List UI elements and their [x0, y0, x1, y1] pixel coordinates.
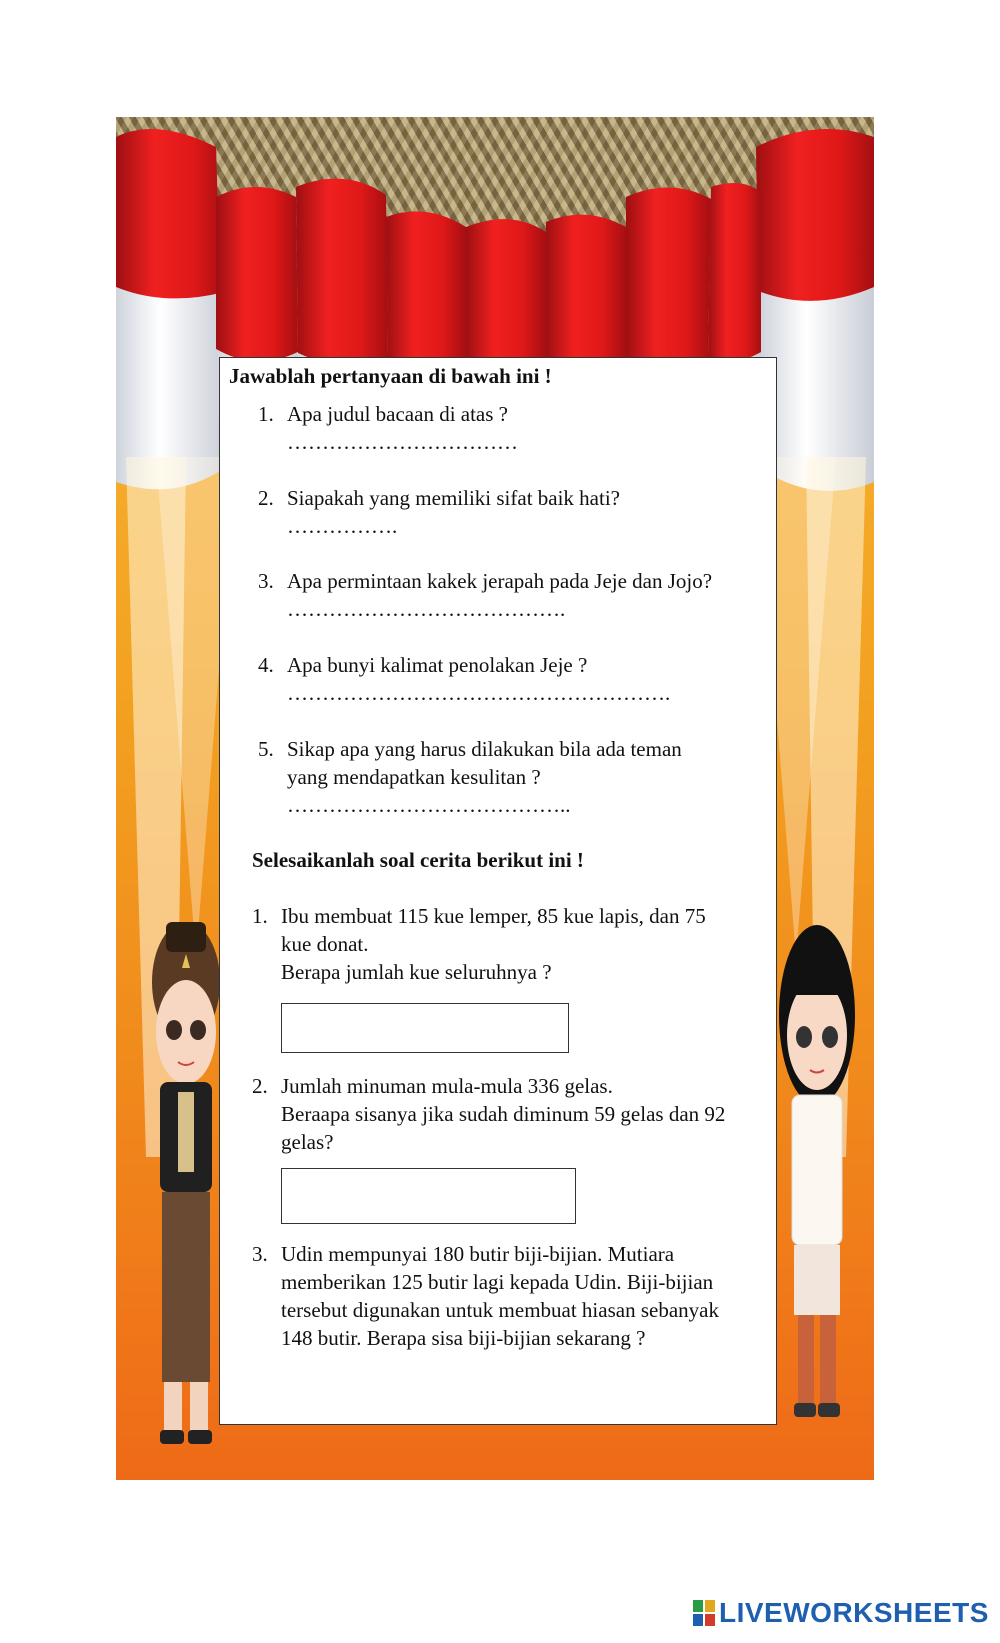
question-number: 1.: [258, 402, 274, 426]
answer-box[interactable]: [281, 1168, 576, 1224]
answer-line[interactable]: ……………………………………………….: [287, 681, 671, 705]
answer-line[interactable]: ……………………………: [287, 430, 518, 454]
problem-text: tersebut digunakan untuk membuat hiasan sebanyak: [281, 1298, 719, 1322]
question-text: Apa judul bacaan di atas ?: [287, 402, 508, 426]
section1-heading: Jawablah pertanyaan di bawah ini !: [229, 364, 552, 388]
problem-text: Udin mempunyai 180 butir biji-bijian. Mutiara: [281, 1242, 675, 1266]
boy-illustration: [148, 912, 224, 1462]
question-number: 4.: [258, 653, 274, 677]
brand-text: LIVEWORKSHEETS: [719, 1597, 989, 1628]
question-text: Sikap apa yang harus dilakukan bila ada teman: [287, 737, 682, 761]
answer-line[interactable]: ………………………………….: [287, 597, 566, 621]
question-number: 3.: [258, 569, 274, 593]
liveworksheets-logo: [693, 1596, 989, 1630]
problem-number: 1.: [252, 904, 268, 928]
girl-illustration: [776, 925, 858, 1445]
problem-number: 3.: [252, 1242, 268, 1266]
question-text: Siapakah yang memiliki sifat baik hati?: [287, 486, 620, 510]
answer-line[interactable]: …………………………………..: [287, 793, 571, 817]
problem-text: gelas?: [281, 1130, 334, 1154]
question-number: 5.: [258, 737, 274, 761]
problem-text: Ibu membuat 115 kue lemper, 85 kue lapis, dan 75: [281, 904, 706, 928]
liveworksheets-icon: [693, 1600, 715, 1626]
question-text: Apa bunyi kalimat penolakan Jeje ?: [287, 653, 588, 677]
question-text: yang mendapatkan kesulitan ?: [287, 765, 541, 789]
problem-text: kue donat.: [281, 932, 369, 956]
problem-number: 2.: [252, 1074, 268, 1098]
problem-text: Berapa jumlah kue seluruhnya ?: [281, 960, 552, 984]
answer-box[interactable]: [281, 1003, 569, 1053]
question-text: Apa permintaan kakek jerapah pada Jeje dan Jojo?: [287, 569, 713, 593]
section2-heading: Selesaikanlah soal cerita berikut ini !: [252, 848, 584, 872]
problem-text: 148 butir. Berapa sisa biji-bijian sekarang ?: [281, 1326, 646, 1350]
problem-text: memberikan 125 butir lagi kepada Udin. Biji-bijian: [281, 1270, 714, 1294]
problem-text: Jumlah minuman mula-mula 336 gelas.: [281, 1074, 613, 1098]
answer-line[interactable]: …………….: [287, 514, 398, 538]
question-number: 2.: [258, 486, 274, 510]
problem-text: Beraapa sisanya jika sudah diminum 59 gelas dan 92: [281, 1102, 726, 1126]
